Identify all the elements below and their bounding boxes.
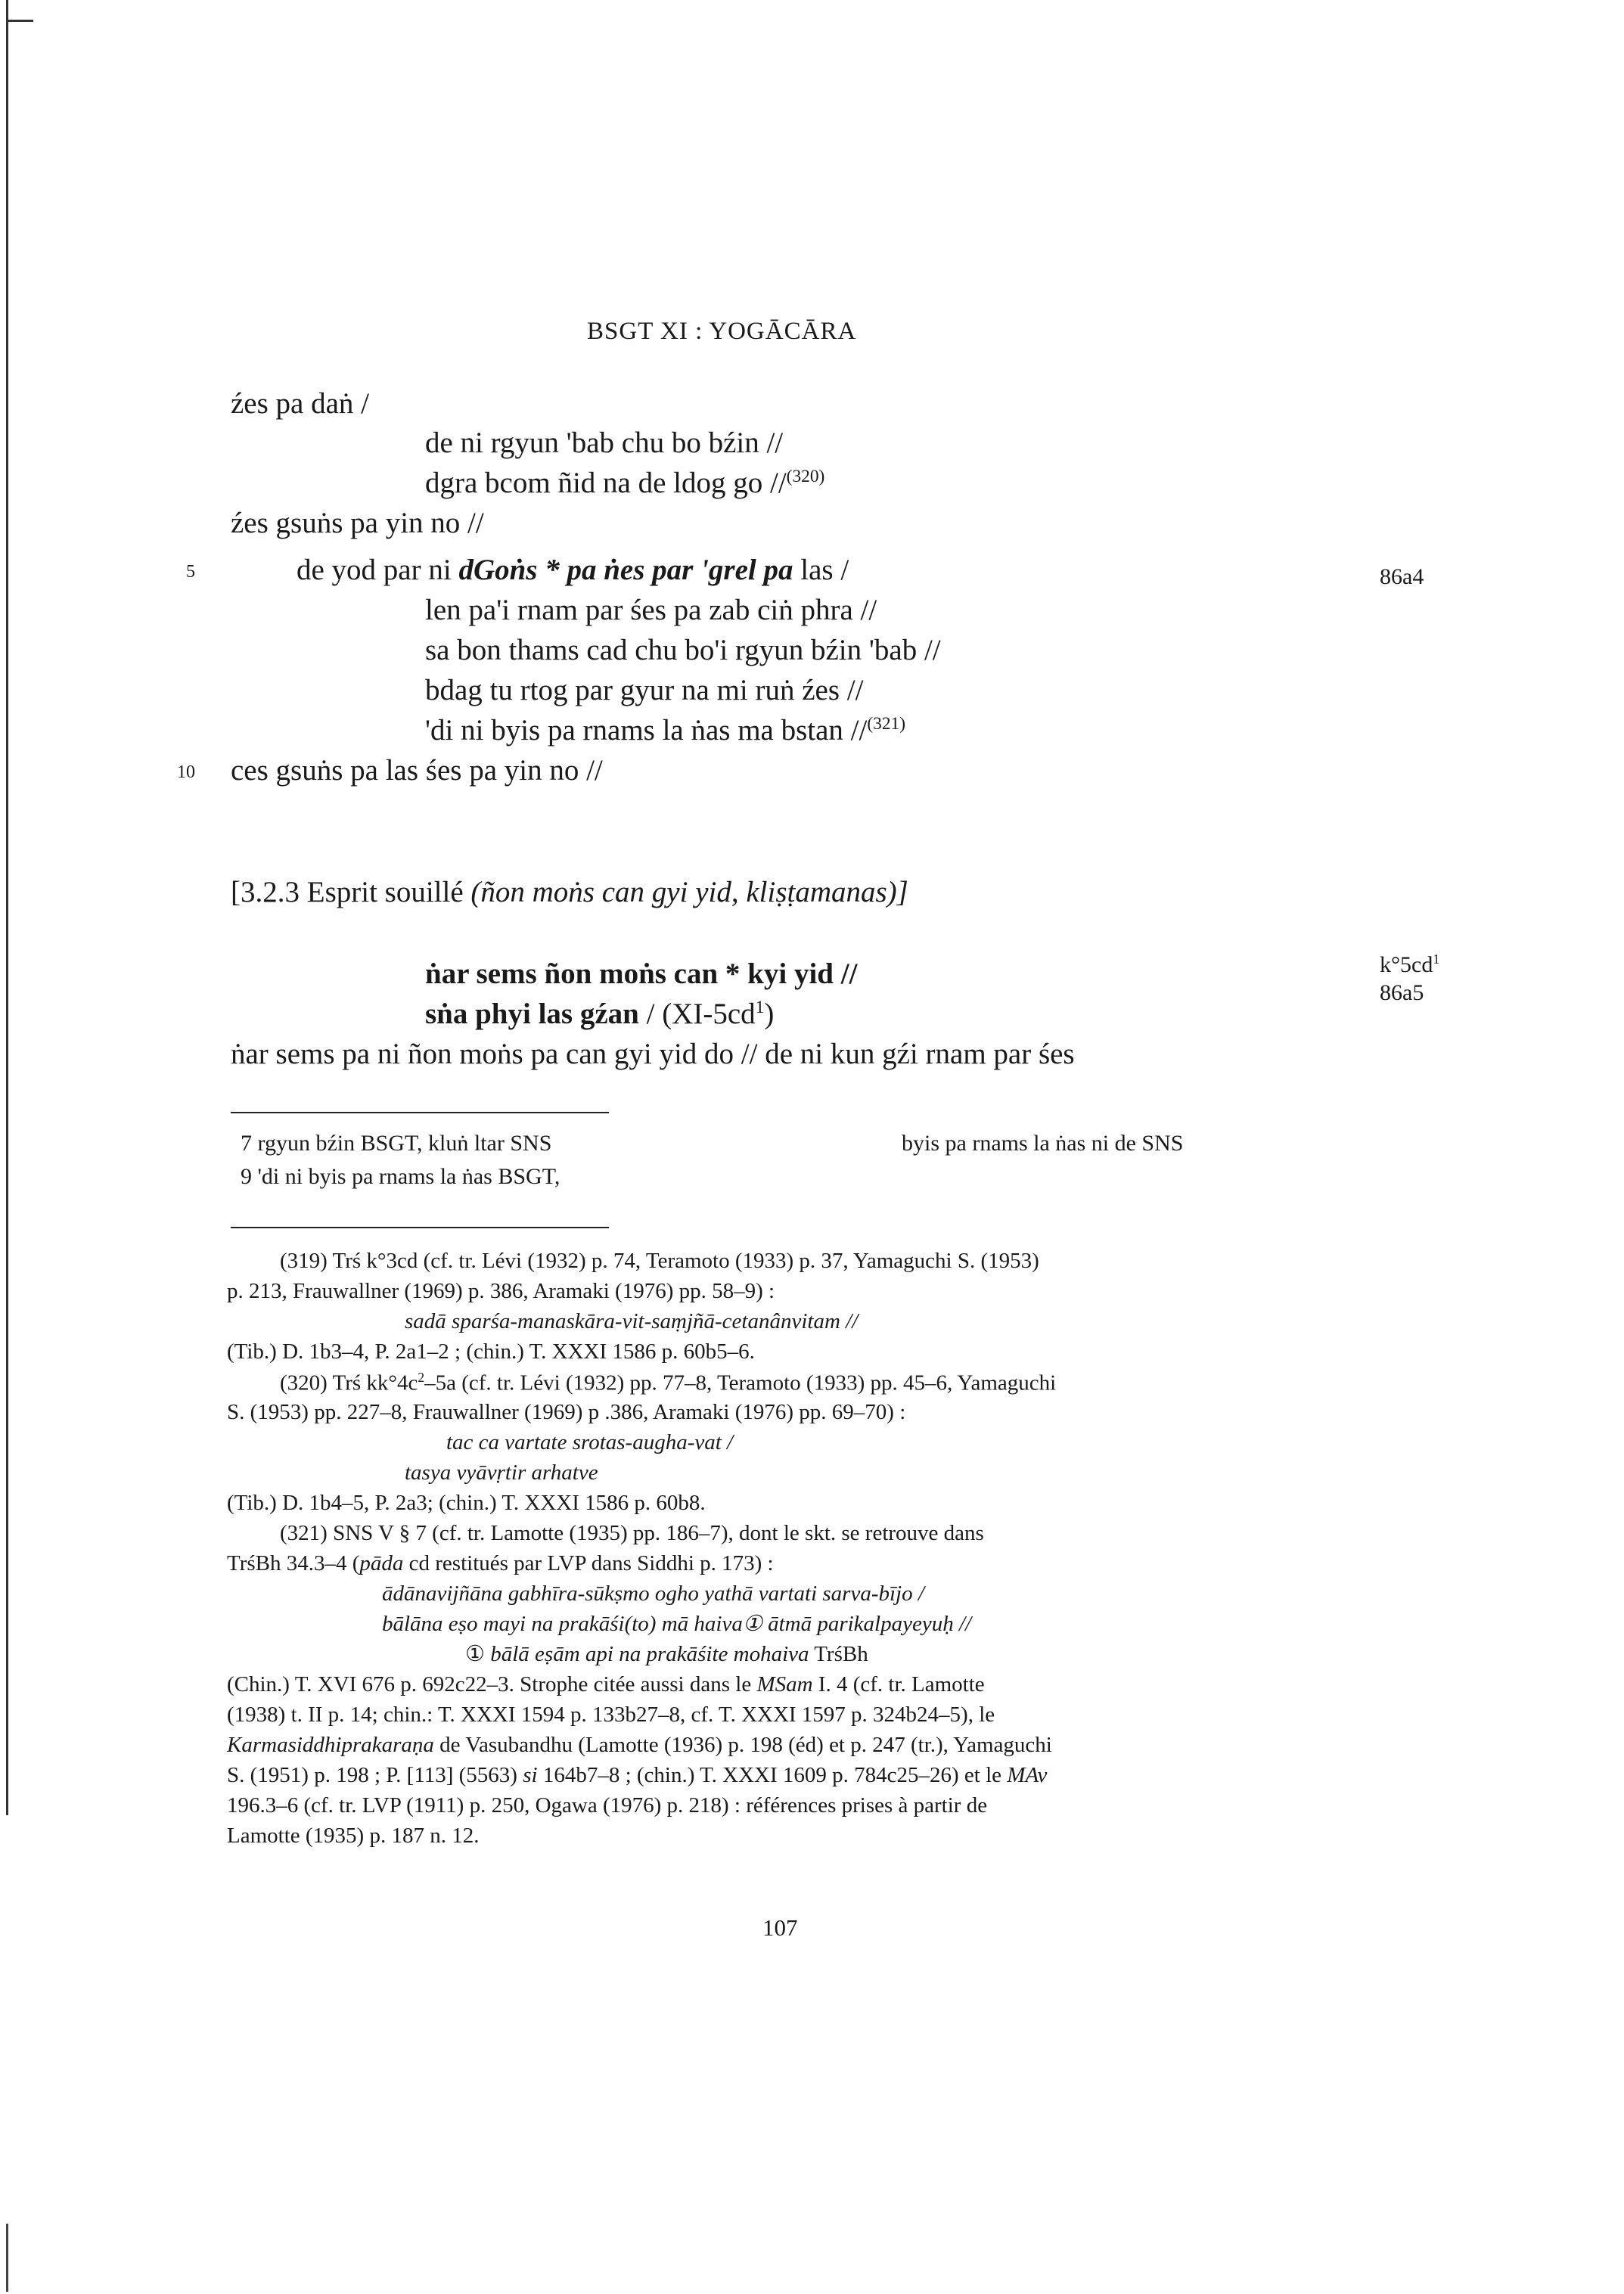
line-number-10: 10 — [177, 762, 195, 782]
verse-line-1: źes pa daṅ / — [231, 387, 370, 420]
fn321-sanskrit-1: ādānavijñāna gabhīra-sūkṣmo ogho yathā vartati sarva-bījo / — [382, 1582, 924, 1606]
prose-line: ṅar sems pa ni ñon moṅs pa can gyi yid do // de ni kun gźi rnam par śes — [231, 1038, 1075, 1070]
verse2-line-1: ṅar sems ñon moṅs can * kyi yid // — [425, 958, 858, 990]
fn321-line-10: Lamotte (1935) p. 187 n. 12. — [227, 1824, 480, 1848]
fn321-line-1: (321) SNS V § 7 (cf. tr. Lamotte (1935) pp. 186–7), dont le skt. se retrouve dans — [280, 1521, 984, 1545]
fn321-sanskrit-2: bālāna eṣo mayi na prakāśi(to) mā haiva① ātmā parikalpayeyuḥ // — [382, 1612, 972, 1636]
verse-line-9: 'di ni byis pa rnams la ṅas ma bstan //$^{(321)}$ — [425, 714, 906, 747]
section-terms: (ñon moṅs can gyi yid, kliṣṭamanas)] — [470, 876, 908, 908]
fn319-line-1: (319) Trś k°3cd (cf. tr. Lévi (1932) p. 74, Teramoto (1933) p. 37, Yamaguchi S. (1953) — [280, 1249, 1039, 1273]
fn321-line-9: 196.3–6 (cf. tr. LVP (1911) p. 250, Ogawa (1976) p. 218) : références prises à partir de — [227, 1793, 988, 1818]
footnotes-rule — [231, 1227, 609, 1228]
margin-ref-86a4: 86a4 — [1380, 564, 1424, 589]
fn321-line-2: TrśBh 34.3–4 (pāda cd restitués par LVP dans Siddhi p. 173) : — [227, 1551, 774, 1575]
verse-line-3: dgra bcom ñid na de ldog go //$^{(320)}$ — [425, 467, 825, 499]
verse-line-8: bdag tu rtog par gyur na mi ruṅ źes // — [425, 674, 864, 706]
variant-line-7: 7 rgyun bźin BSGT, kluṅ ltar SNS — [241, 1131, 552, 1156]
verse-line-7: sa bon thams cad chu bo'i rgyun bźin 'bab // — [425, 634, 941, 666]
margin-ref-k5cd1: $k^\circ 5cd^1$ — [1380, 951, 1440, 977]
variants-rule — [231, 1112, 609, 1113]
line-number-5: 5 — [186, 562, 195, 582]
verse-line-2: de ni rgyun 'bab chu bo bźin // — [425, 427, 784, 459]
fn320-sanskrit-2: tasya vyāvṛtir arhatve — [405, 1461, 598, 1485]
fn321-line-7: Karmasiddhiprakaraṇa de Vasubandhu (Lamotte (1936) p. 198 (éd) et p. 247 (tr.), Yamaguchi — [227, 1733, 1052, 1757]
variant-line-7b: byis pa rnams la ṅas ni de SNS — [902, 1131, 1184, 1156]
verse-line-4: źes gsuṅs pa yin no // — [231, 507, 484, 539]
verse2-line-2: sṅa phyi las gźan / $(XI-5cd^1)$ — [425, 998, 775, 1030]
running-head: BSGT XI : YOGĀCĀRA — [587, 318, 857, 345]
verse-line-10: ces gsuṅs pa las śes pa yin no // — [231, 754, 603, 787]
verse-line-5: de yod par ni dGoṅs * pa ṅes par 'grel pa las / — [297, 554, 849, 586]
page-edge-left — [6, 0, 8, 1815]
fn319-line-4: (Tib.) D. 1b3–4, P. 2a1–2 ; (chin.) T. XXXI 1586 p. 60b5–6. — [227, 1339, 755, 1364]
fn320-line-1: (320) Trś $kk^\circ 4c^2-5a$ (cf. tr. Lévi (1932) pp. 77–8, Teramoto (1933) pp. 45–6, Yamaguchi — [280, 1370, 1057, 1395]
verse-line-6: len pa'i rnam par śes pa zab ciṅ phra // — [425, 594, 877, 626]
fn320-line-2: S. (1953) pp. 227–8, Frauwallner (1969) p .386, Aramaki (1976) pp. 69–70) : — [227, 1400, 906, 1424]
margin-ref-86a5: 86a5 — [1380, 980, 1424, 1005]
page-number: 107 — [762, 1914, 798, 1941]
fn320-line-5: (Tib.) D. 1b4–5, P. 2a3; (chin.) T. XXXI 1586 p. 60b8. — [227, 1491, 706, 1515]
fn320-sanskrit-1: tac ca vartate srotas-augha-vat / — [446, 1430, 734, 1454]
page-edge-top — [6, 20, 33, 22]
page-edge-bottom — [6, 2224, 8, 2292]
fn321-line-6: (1938) t. II p. 14; chin.: T. XXXI 1594 p. 133b27–8, cf. T. XXXI 1597 p. 324b24–5), le — [227, 1703, 995, 1727]
fn321-line-8: S. (1951) p. 198 ; P. [113] (5563) si 164b7–8 ; (chin.) T. XXXI 1609 p. 784c25–26) et le MAv — [227, 1763, 1048, 1787]
fn321-line-5: (Chin.) T. XVI 676 p. 692c22–3. Strophe citée aussi dans le MSam I. 4 (cf. tr. Lamotte — [227, 1672, 985, 1696]
section-heading — [231, 877, 908, 907]
section-number: [3.2.3 — [231, 876, 300, 908]
variant-line-9: 9 'di ni byis pa rnams la ṅas BSGT, — [241, 1164, 560, 1189]
fn321-variant: ① bālā eṣām api na prakāśite mohaiva TrśBh — [465, 1642, 868, 1666]
fn319-sanskrit: sadā sparśa-manaskāra-vit-saṃjñā-cetanânvitam // — [405, 1309, 859, 1333]
fn319-line-2: p. 213, Frauwallner (1969) p. 386, Aramaki (1976) pp. 58–9) : — [227, 1279, 775, 1303]
section-title: Esprit souillé — [306, 876, 464, 908]
